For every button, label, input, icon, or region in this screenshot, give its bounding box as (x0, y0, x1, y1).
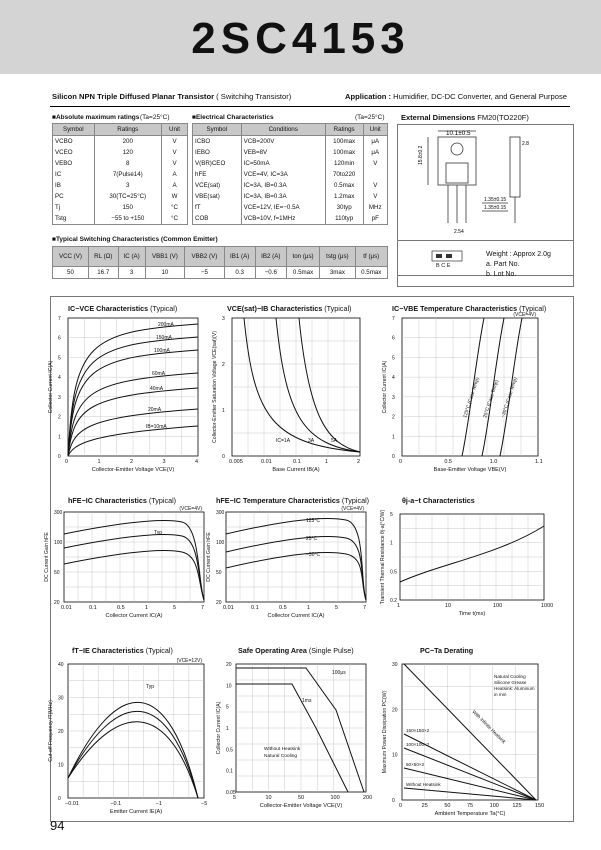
g5-cond: (VCE=4V) (341, 506, 364, 512)
switching-header: VBB2 (V) (185, 247, 224, 267)
page-number: 94 (50, 818, 65, 833)
g9-xtick: 50 (444, 803, 451, 809)
g8-xtick: 10 (265, 795, 272, 801)
elec-cell: 120min (325, 158, 363, 169)
abs-max-cell: 200 (94, 136, 162, 148)
switching-cell: −5 (185, 267, 224, 279)
g9-curve-label: 150×150×2 (406, 728, 430, 733)
switching-header: VBB1 (V) (145, 247, 184, 267)
switching-header: tf (μs) (355, 247, 388, 267)
switching-header: ton (μs) (286, 247, 319, 267)
g6-ytick: 5 (390, 512, 393, 518)
switching-cell: 0.5max (286, 267, 319, 279)
g9-ytick: 10 (392, 752, 398, 759)
elec-cell: 70to220 (325, 169, 363, 180)
g3-ytick: 0 (392, 454, 395, 460)
elec-cell: V (363, 158, 387, 169)
g6-ytick: 0.2 (390, 598, 397, 604)
g7-cond: (VCE=12V) (176, 658, 202, 664)
g3-ytick: 7 (392, 316, 395, 322)
g3-ytick: 4 (392, 375, 395, 382)
col-unit: Unit (363, 124, 387, 136)
g8-ytick: 1 (226, 726, 229, 732)
col-unit: Unit (162, 124, 188, 136)
g5-xtick: 5 (335, 605, 339, 611)
g5-xtick: 0.5 (279, 605, 287, 611)
g2-xtick: 0.01 (261, 459, 272, 465)
elec-cell: VCE=12V, IE=−0.5A (241, 202, 325, 213)
elec-cell: VEB=8V (241, 147, 325, 158)
g4-xtick: 0.5 (117, 605, 125, 611)
g3-ytick: 5 (392, 355, 395, 362)
abs-max-cell: VEBO (53, 158, 95, 169)
g2-curve (276, 318, 360, 452)
g3-xtick: 1.0 (489, 459, 498, 465)
elec-cell: VCB=200V (241, 136, 325, 148)
ext-pkg: FM20(TO220F) (477, 113, 529, 122)
g1-curve-label: IB=10mA (146, 424, 167, 430)
g9-xlabel: Ambient Temperature Ta(°C) (434, 811, 506, 817)
abs-max-cell: W (162, 191, 188, 202)
switching-cell: 10 (145, 267, 184, 279)
switching-cell: −0.6 (255, 267, 286, 279)
g4-cond: (VCE=4V) (179, 506, 202, 512)
abs-max-cell: 120 (94, 147, 162, 158)
col-conditions: Conditions (241, 124, 325, 136)
elec-cell: 30typ (325, 202, 363, 213)
g8-ytick: 5 (226, 704, 229, 711)
g1-xlabel: Collector-Emitter Voltage VCE(V) (91, 467, 175, 473)
g2-xtick: 0.1 (293, 459, 301, 465)
switching-cell: 3 (118, 267, 145, 279)
weight: Weight : Approx 2.0g (486, 251, 551, 258)
application-label: Application : (345, 92, 391, 101)
g6-xtick: 1000 (541, 603, 554, 609)
g1-ytick: 4 (58, 375, 61, 382)
g1-ytick: 5 (58, 355, 61, 362)
g5-xtick: 0.1 (251, 605, 259, 611)
elec-cell: fT (193, 202, 242, 213)
elec-cell: 100max (325, 147, 363, 158)
g7-xlabel: Emitter Current IE(A) (109, 809, 163, 815)
abs-max-cell: PC (53, 191, 95, 202)
g9-note: Heatsink: Aluminum (494, 686, 535, 691)
g1-curve-label: 60mA (152, 371, 166, 377)
g9-curve-label: With Infinite Heatsink (470, 709, 506, 746)
g6-ytick: 1 (390, 540, 393, 547)
g7-ytick: 40 (58, 662, 64, 668)
g8-curve-label: 1ms (302, 698, 312, 704)
svg-text:2.54: 2.54 (454, 229, 464, 235)
g7-typ: (Typical) (145, 646, 173, 655)
abs-max-cell: V (162, 158, 188, 169)
elec-cond: (Ta=25°C) (355, 114, 385, 121)
g1-xtick: 1 (97, 459, 101, 465)
switching-header: VCC (V) (53, 247, 89, 267)
abs-max-cell: VCBO (53, 136, 95, 148)
g2-curve (299, 318, 360, 452)
g5-curve-label: 25°C (306, 536, 318, 542)
switching-header: IC (A) (118, 247, 145, 267)
g8-xtick: 5 (233, 795, 237, 801)
g8-ylabel: Collector Current IC(A) (216, 701, 222, 755)
g3-xtick: 1.1 (535, 459, 543, 465)
elec-cell: IC=50mA (241, 158, 325, 169)
g8-title-text: Safe Operating Area (238, 646, 307, 655)
g2-ytick: 1 (222, 408, 225, 414)
svg-text:1.35±0.15: 1.35±0.15 (484, 197, 507, 203)
abs-max-cell: VCEO (53, 147, 95, 158)
g5-curve-label: 125°C (306, 518, 320, 524)
lot-no: b. Lot No. (486, 271, 517, 278)
switching-cell: 0.3 (224, 267, 255, 279)
elec-title: Electrical Characteristics (195, 114, 274, 121)
g8-ytick: 0.05 (226, 790, 236, 796)
g3-cond: (VCE=4V) (513, 312, 536, 318)
g8-xtick: 200 (363, 795, 373, 801)
g1-ytick: 0 (58, 454, 61, 460)
g1-xtick: 0 (65, 459, 69, 465)
abs-max-cond: (Ta=25°C) (140, 114, 170, 121)
g3-title-text: IC−VBE Temperature Characteristics (392, 304, 518, 313)
g9-title-text: PC−Ta Derating (420, 646, 474, 655)
g4-ytick: 300 (54, 510, 63, 516)
g3-ylabel: Collector Current IC(A) (382, 360, 388, 414)
g2-ytick: 3 (222, 316, 225, 322)
g9-xtick: 100 (489, 803, 499, 809)
g7-title-text: fT−IE Characteristics (72, 646, 144, 655)
g7-ytick: 10 (58, 762, 64, 769)
g7-xtick: −5 (201, 801, 208, 807)
elec-cell: pF (363, 213, 387, 225)
g4-xtick: 1 (145, 605, 149, 611)
elec-cell: V (363, 180, 387, 191)
g7-ytick: 0 (58, 796, 61, 802)
abs-max-heading: ■Absolute maximum ratings (52, 114, 140, 121)
elec-cell: VCB=10V, f=1MHz (241, 213, 325, 225)
g4-ylabel: DC Current Gain hFE (44, 532, 50, 582)
g7-xtick: −0.1 (110, 801, 122, 807)
g9-xtick: 25 (421, 803, 428, 809)
g9-ytick: 0 (392, 798, 395, 804)
elec-cell: ICBO (193, 136, 242, 148)
g8-xlabel: Collector-Emitter Voltage VCE(V) (259, 803, 343, 809)
svg-text:15.8±0.2: 15.8±0.2 (418, 145, 424, 165)
abs-max-cell: A (162, 169, 188, 180)
application-text: Humidifier, DC-DC Converter, and General Purpose (393, 92, 567, 101)
g1-ylabel: Collector Current IC(A) (48, 360, 54, 414)
g1-title-text: IC−VCE Characteristics (68, 304, 149, 313)
g5-xlabel: Collector Current IC(A) (267, 613, 325, 619)
g2-curve (244, 318, 360, 452)
g9-curve-label: 100×100×2 (406, 742, 430, 747)
g6-title-text: θj-a−t Characteristics (402, 496, 475, 505)
g9-note: Natural Cooling (494, 674, 526, 679)
g9-note: Silicone Grease (494, 680, 527, 685)
g2-xtick: 0.005 (229, 459, 243, 465)
g5-ylabel: DC Current Gain hFE (206, 532, 212, 582)
g7-xtick: −1 (155, 801, 162, 807)
g3-ytick: 6 (392, 335, 395, 342)
g7-xtick: −0.01 (65, 801, 79, 807)
g8-ytick: 20 (226, 662, 232, 668)
g9-xtick: 125 (512, 803, 522, 809)
g2-curve-label: 5A (331, 438, 338, 444)
g7-ytick: 20 (58, 729, 64, 735)
g3-xtick: 0.5 (444, 459, 452, 465)
abs-max-cell: V (162, 147, 188, 158)
g7-curve (68, 722, 198, 798)
g3-xlabel: Base-Emitter Voltage VBE(V) (433, 467, 507, 473)
g2-ytick: 2 (222, 362, 225, 368)
g5-ytick: 300 (216, 510, 225, 516)
g1-ytick: 3 (58, 394, 61, 401)
abs-max-cell: 3 (94, 180, 162, 191)
abs-max-cell: A (162, 180, 188, 191)
elec-cell: 110typ (325, 213, 363, 225)
elec-cell: COB (193, 213, 242, 225)
g4-xtick: 5 (173, 605, 177, 611)
g1-ytick: 7 (58, 316, 61, 322)
svg-text:10.1±0.5: 10.1±0.5 (446, 130, 471, 137)
switching-cell: 50 (53, 267, 89, 279)
abs-max-cell: 7(Pulse14) (94, 169, 162, 180)
g3-ytick: 2 (392, 414, 395, 421)
switching-heading: ■Typical Switching Characteristics (Common Emitter) (52, 236, 218, 243)
abs-max-cell: Tj (53, 202, 95, 213)
elec-cell: V(BR)CEO (193, 158, 242, 169)
g5-ytick: 100 (216, 540, 225, 546)
g6-xtick: 1 (397, 603, 401, 609)
g9-ytick: 20 (392, 707, 398, 714)
g1-xtick: 3 (162, 459, 166, 465)
g9-xtick: 0 (399, 803, 403, 809)
g4-xlabel: Collector Current IC(A) (105, 613, 163, 619)
g1-curve-label: 40mA (150, 386, 164, 392)
g8-ytick: 0.1 (226, 768, 233, 775)
g1-ytick: 2 (58, 414, 61, 421)
g5-xtick: 1 (307, 605, 311, 611)
switching-cell: 3max (320, 267, 355, 279)
g2-typ: (Typical) (324, 304, 352, 313)
g4-xtick: 0.1 (89, 605, 97, 611)
description-paren: ( Switchihg Transistor) (216, 92, 292, 101)
abs-max-title: Absolute maximum ratings (55, 114, 140, 121)
switching-cell: 16.7 (88, 267, 118, 279)
g2-xlabel: Base Current IB(A) (272, 467, 320, 473)
g3-curve-label: 125°C (Case Temp) (463, 377, 481, 419)
g4-typ: (Typical) (148, 496, 177, 505)
col-symbol: Symbol (53, 124, 95, 136)
g7-ytick: 30 (58, 695, 64, 702)
g4-ytick: 50 (54, 570, 60, 576)
elec-cell: 1.2max (325, 191, 363, 202)
part-no: a. Part No. (486, 261, 520, 268)
abs-max-cell: V (162, 136, 188, 148)
g1-typ: (Typical) (150, 304, 178, 313)
elec-cell: 0.5max (325, 180, 363, 191)
g9-xtick: 75 (467, 803, 474, 809)
g3-xtick: 0 (399, 459, 403, 465)
g8-curve-label: 100μs (332, 670, 346, 676)
pin-labels: B C E (436, 263, 451, 269)
g8-note: Natural Cooling (264, 754, 298, 759)
g6-xlabel: Time t(ms) (458, 611, 486, 617)
abs-max-cell: °C (162, 202, 188, 213)
switching-cell: 0.5max (355, 267, 388, 279)
g8-note: Without Heatsink (264, 747, 301, 752)
g7-ylabel: Cut-off Frequency fT(MHz) (48, 700, 54, 762)
page-title: 2SC4153 (191, 14, 410, 63)
g8-curve (236, 668, 364, 792)
g2-curve-label: 3A (308, 438, 315, 444)
g9-curve-label: 50×50×2 (406, 762, 425, 767)
g8-ytick: 0.5 (226, 747, 233, 754)
abs-max-cell: IC (53, 169, 95, 180)
abs-max-cell: °C (162, 213, 188, 225)
g5-title-text: hFE−IC Temperature Characteristics (216, 496, 340, 505)
g2-ytick: 0 (222, 454, 225, 460)
g4-xtick: 7 (201, 605, 205, 611)
switching-title: Typical Switching Characteristics (Common Emitter) (55, 236, 218, 243)
g6-ylabel: Transient Thermal Resistance θj-a(°C/W) (380, 509, 386, 605)
g5-ytick: 20 (216, 600, 222, 606)
g5-xtick: 0.01 (223, 605, 234, 611)
switching-header: RL (Ω) (88, 247, 118, 267)
g1-ytick: 6 (58, 335, 61, 342)
elec-cell: VCE=4V, IC=3A (241, 169, 325, 180)
g4-ytick: 20 (54, 600, 60, 606)
g8-typ: (Single Pulse) (308, 646, 354, 655)
g5-curve-label: −30°C (306, 552, 321, 558)
elec-heading: ■Electrical Characteristics (192, 114, 274, 121)
g9-note: in mm (494, 692, 507, 697)
abs-max-cell: IB (53, 180, 95, 191)
elec-cell: IC=3A, IB=0.3A (241, 180, 325, 191)
g6-ytick: 0.5 (390, 569, 397, 576)
g1-xtick: 4 (195, 459, 199, 465)
g9-ylabel: Maximum Power Dissipation PC(W) (382, 690, 388, 774)
ext-title: External Dimensions (401, 113, 476, 122)
description-main: Silicon NPN Triple Diffused Planar Transistor (52, 92, 215, 101)
g3-ytick: 3 (392, 394, 395, 401)
g9-ytick: 30 (392, 662, 398, 668)
g3-typ: (Typical) (519, 304, 547, 313)
g8-ytick: 10 (226, 683, 232, 690)
abs-max-cell: Tstg (53, 213, 95, 225)
svg-text:1.35±0.15: 1.35±0.15 (484, 205, 507, 211)
g1-ytick: 1 (58, 434, 61, 441)
g8-xtick: 50 (298, 795, 305, 801)
g4-xtick: 0.01 (61, 605, 72, 611)
g6-xtick: 10 (445, 603, 452, 609)
elec-cell: VBE(sat) (193, 191, 242, 202)
g9-xtick: 150 (535, 803, 545, 809)
elec-cell: VCE(sat) (193, 180, 242, 191)
g2-curve-label: IC=1A (276, 438, 291, 444)
switching-header: IB1 (A) (224, 247, 255, 267)
g4-curve-label: Typ (154, 530, 163, 536)
g6-curve (400, 526, 544, 582)
g7-curve (68, 711, 198, 798)
abs-max-cell: 30(TC=25°C) (94, 191, 162, 202)
elec-cell: μA (363, 136, 387, 148)
g1-xtick: 2 (130, 459, 134, 465)
g5-xtick: 7 (363, 605, 367, 611)
g5-typ: (Typical) (341, 496, 370, 505)
g6-xtick: 100 (493, 603, 503, 609)
elec-cell: V (363, 191, 387, 202)
g3-curve-label: −30°C (Case Temp) (501, 376, 519, 419)
abs-max-cell: −55 to +150 (94, 213, 162, 225)
g5-ytick: 50 (216, 570, 222, 576)
g7-curve (68, 702, 198, 798)
elec-cell: MHz (363, 202, 387, 213)
svg-text:2.8: 2.8 (522, 141, 529, 147)
g2-xtick: 2 (357, 459, 361, 465)
g2-xtick: 1 (325, 459, 329, 465)
elec-cell: IEBO (193, 147, 242, 158)
col-symbol: Symbol (193, 124, 242, 136)
g3-curve-label: 25°C (Case Temp) (483, 379, 501, 419)
g1-curve-label: 200mA (158, 322, 174, 328)
g2-ylabel: Collector-Emitter Saturation Voltage VCE(sat)(V) (212, 331, 218, 443)
switching-header: IB2 (A) (255, 247, 286, 267)
g3-ytick: 1 (392, 434, 395, 441)
g8-xtick: 100 (330, 795, 340, 801)
switching-header: tstg (μs) (320, 247, 355, 267)
g2-title-text: VCE(sat)−IB Characteristics (227, 304, 323, 313)
abs-max-cell: 8 (94, 158, 162, 169)
g1-curve-label: 100mA (154, 348, 170, 354)
g4-ytick: 100 (54, 540, 63, 546)
col-ratings: Ratings (325, 124, 363, 136)
elec-cell: μA (363, 147, 387, 158)
g4-title-text: hFE−IC Characteristics (68, 496, 147, 505)
g1-curve-label: 150mA (156, 335, 172, 341)
elec-cell: IC=3A, IB=0.3A (241, 191, 325, 202)
g9-curve-label: Without Heatsink (406, 782, 441, 787)
g1-curve-label: 20mA (148, 407, 162, 413)
col-ratings: Ratings (94, 124, 162, 136)
elec-cell: 100max (325, 136, 363, 148)
g7-curve-label: Typ (146, 684, 155, 690)
elec-cell: hFE (193, 169, 242, 180)
abs-max-cell: 150 (94, 202, 162, 213)
